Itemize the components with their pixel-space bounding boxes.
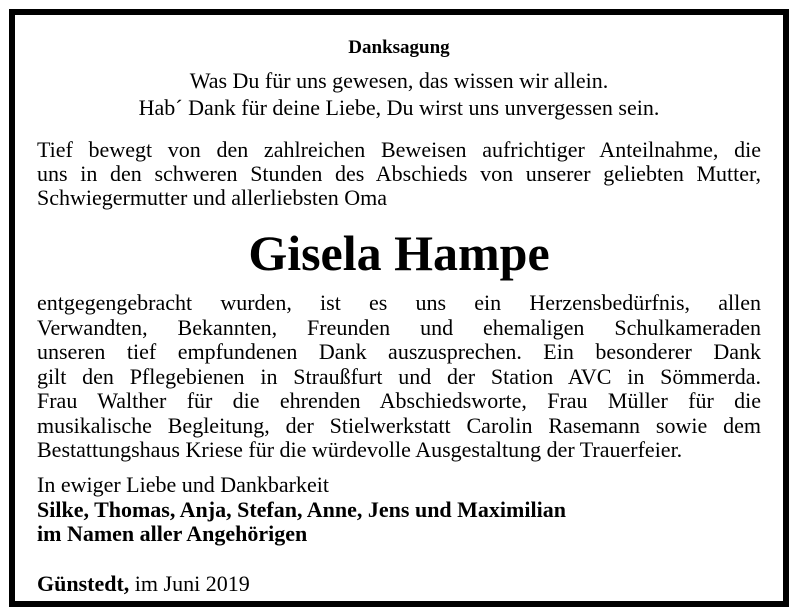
verse-line: Was Du für uns gewesen, das wissen wir allein.	[189, 68, 609, 93]
notice-border	[9, 9, 789, 607]
bereaved-names: Silke, Thomas, Anja, Stefan, Anne, Jens und Maximilian	[37, 496, 566, 522]
thanks-paragraph	[37, 291, 761, 463]
date-text: im Juni 2019	[129, 571, 250, 596]
memorial-verse	[37, 67, 761, 121]
intro-line: Schwiegermutter und allerliebsten Oma	[37, 185, 388, 210]
body-line: entgegengebracht wurden, ist es uns ein Herzensbedürfnis, allen	[37, 290, 761, 315]
body-line: Bestattungshaus Kriese für die würdevolle Ausgestaltung der Trauerfeier.	[37, 437, 683, 462]
body-line: gilt den Pflegebienen in Straußfurt und der Station AVC in Sömmerda.	[37, 363, 761, 389]
body-line: unseren tief empfundenen Dank auszusprechen. Ein besonderer Dank	[37, 339, 761, 364]
verse-line: Hab´ Dank für deine Liebe, Du wirst uns unvergessen sein.	[138, 95, 660, 120]
intro-line: uns in den schweren Stunden des Abschieds von unserer geliebten Mutter,	[37, 161, 761, 186]
body-line: musikalische Begleitung, der Stielwerkstatt Carolin Rasemann sowie dem	[37, 412, 761, 438]
on-behalf-line: im Namen aller Angehörigen	[37, 521, 308, 546]
deceased-name: Gisela Hampe	[248, 225, 550, 281]
intro-line: Tief bewegt von den zahlreichen Beweisen aufrichtiger Anteilnahme, die	[37, 137, 761, 162]
notice-heading: Danksagung	[348, 37, 450, 58]
body-line: Frau Walther für die ehrenden Abschiedsworte, Frau Müller für die	[37, 388, 761, 413]
body-line: Verwandten, Bekannten, Freunden und ehemaligen Schulkameraden	[37, 314, 761, 340]
intro-paragraph	[37, 138, 761, 210]
closing-block	[37, 473, 761, 547]
place-name: Günstedt,	[37, 571, 130, 596]
closing-line: In ewiger Liebe und Dankbarkeit	[37, 472, 329, 497]
place-date-line	[37, 572, 761, 596]
